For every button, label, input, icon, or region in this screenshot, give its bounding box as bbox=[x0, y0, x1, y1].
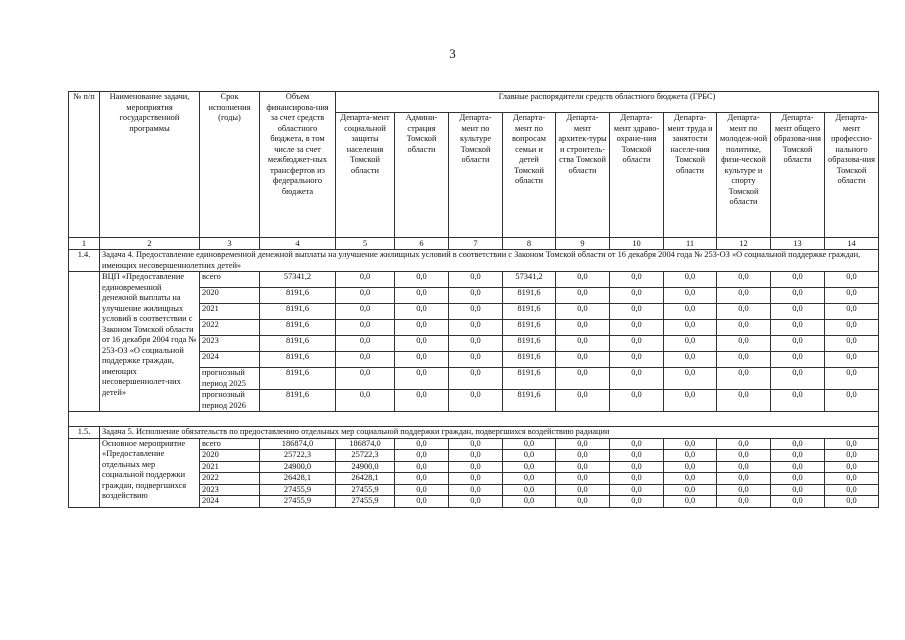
value-cell: 0,0 bbox=[771, 473, 825, 485]
value-cell: 0,0 bbox=[664, 461, 717, 473]
header-dept: Департа-мент по вопросам семьи и детей Томской области bbox=[503, 113, 556, 238]
value-cell: 0,0 bbox=[825, 496, 879, 508]
total-cell: 27455,9 bbox=[260, 496, 336, 508]
period-cell: 2020 bbox=[200, 288, 260, 304]
value-cell: 0,0 bbox=[610, 320, 664, 336]
page-number: 3 bbox=[449, 46, 456, 61]
value-cell: 0,0 bbox=[449, 320, 503, 336]
value-cell: 0,0 bbox=[717, 336, 771, 352]
total-cell: 8191,6 bbox=[260, 352, 336, 368]
value-cell: 0,0 bbox=[556, 484, 610, 496]
value-cell: 0,0 bbox=[771, 336, 825, 352]
value-cell: 0,0 bbox=[395, 272, 449, 288]
period-cell: всего bbox=[200, 438, 260, 450]
value-cell: 0,0 bbox=[449, 496, 503, 508]
total-cell: 8191,6 bbox=[260, 390, 336, 412]
table-header bbox=[69, 92, 879, 250]
value-cell: 0,0 bbox=[449, 288, 503, 304]
value-cell: 0,0 bbox=[449, 461, 503, 473]
value-cell: 0,0 bbox=[825, 450, 879, 462]
value-cell: 0,0 bbox=[717, 304, 771, 320]
task-title: Задача 4. Предоставление единовременной денежной выплаты на улучшение жилищных условий в соответствии с Законом Томской области от 16 декабря 2004 года № 253-ОЗ «О социальной поддержке граждан, имеющих несовершеннолетних детей» bbox=[100, 250, 879, 272]
value-cell: 0,0 bbox=[610, 352, 664, 368]
value-cell: 0,0 bbox=[556, 450, 610, 462]
task-title: Задача 5. Исполнение обязательств по предоставлению отдельных мер социальной поддержки граждан, подвергшихся воздействию радиации bbox=[100, 427, 879, 439]
value-cell: 8191,6 bbox=[503, 304, 556, 320]
total-cell: 26428,1 bbox=[260, 473, 336, 485]
header-dept: Департа-мент труда и занятости населе-ния Томской области bbox=[664, 113, 717, 238]
task-row bbox=[69, 250, 879, 272]
column-number: 7 bbox=[449, 238, 503, 250]
period-cell: 2023 bbox=[200, 484, 260, 496]
value-cell: 0,0 bbox=[395, 496, 449, 508]
value-cell: 0,0 bbox=[717, 496, 771, 508]
header-dept: Департа-мент профессио-нального образова-ния Томской области bbox=[825, 113, 879, 238]
value-cell: 0,0 bbox=[395, 484, 449, 496]
period-cell: 2024 bbox=[200, 496, 260, 508]
period-cell: 2022 bbox=[200, 473, 260, 485]
value-cell: 0,0 bbox=[825, 304, 879, 320]
value-cell: 0,0 bbox=[449, 272, 503, 288]
value-cell: 0,0 bbox=[664, 484, 717, 496]
total-cell: 8191,6 bbox=[260, 336, 336, 352]
column-number: 6 bbox=[395, 238, 449, 250]
period-cell: 2021 bbox=[200, 461, 260, 473]
column-number: 2 bbox=[100, 238, 200, 250]
value-cell: 0,0 bbox=[449, 368, 503, 390]
task-number: 1.5. bbox=[69, 427, 100, 439]
column-number: 8 bbox=[503, 238, 556, 250]
value-cell: 0,0 bbox=[449, 484, 503, 496]
value-cell: 0,0 bbox=[503, 496, 556, 508]
column-number: 5 bbox=[336, 238, 395, 250]
value-cell: 0,0 bbox=[664, 272, 717, 288]
column-number: 1 bbox=[69, 238, 100, 250]
value-cell: 0,0 bbox=[610, 304, 664, 320]
value-cell: 0,0 bbox=[449, 352, 503, 368]
header-dept: Департа-мент по молодеж-ной политике, физи-ческой культуре и спорту Томской области bbox=[717, 113, 771, 238]
value-cell: 0,0 bbox=[771, 368, 825, 390]
total-cell: 25722,3 bbox=[260, 450, 336, 462]
value-cell: 0,0 bbox=[717, 450, 771, 462]
value-cell: 0,0 bbox=[503, 438, 556, 450]
value-cell: 0,0 bbox=[449, 473, 503, 485]
value-cell: 0,0 bbox=[395, 390, 449, 412]
header-dept: Департа-мент здраво-охране-ния Томской области bbox=[610, 113, 664, 238]
header-no: № п/п bbox=[69, 92, 100, 238]
header-dept: Департа-мент архитек-туры и строитель-ства Томской области bbox=[556, 113, 610, 238]
total-cell: 27455,9 bbox=[260, 484, 336, 496]
value-cell: 8191,6 bbox=[503, 368, 556, 390]
value-cell: 0,0 bbox=[717, 390, 771, 412]
value-cell: 25722,3 bbox=[336, 450, 395, 462]
value-cell: 0,0 bbox=[771, 390, 825, 412]
value-cell: 0,0 bbox=[556, 304, 610, 320]
total-cell: 8191,6 bbox=[260, 368, 336, 390]
task-number: 1.4. bbox=[69, 250, 100, 272]
period-cell: 2023 bbox=[200, 336, 260, 352]
value-cell: 0,0 bbox=[664, 352, 717, 368]
value-cell: 0,0 bbox=[395, 352, 449, 368]
value-cell: 0,0 bbox=[771, 450, 825, 462]
column-number: 11 bbox=[664, 238, 717, 250]
value-cell: 0,0 bbox=[664, 288, 717, 304]
value-cell: 0,0 bbox=[395, 473, 449, 485]
total-cell: 8191,6 bbox=[260, 320, 336, 336]
value-cell: 0,0 bbox=[556, 352, 610, 368]
table-row bbox=[69, 438, 879, 450]
period-cell: 2021 bbox=[200, 304, 260, 320]
value-cell: 0,0 bbox=[771, 496, 825, 508]
column-number: 14 bbox=[825, 238, 879, 250]
value-cell: 0,0 bbox=[556, 461, 610, 473]
header-period: Срок исполнения (годы) bbox=[200, 92, 260, 238]
value-cell: 0,0 bbox=[449, 390, 503, 412]
value-cell: 8191,6 bbox=[503, 320, 556, 336]
value-cell: 0,0 bbox=[503, 473, 556, 485]
table-row bbox=[69, 272, 879, 288]
value-cell: 0,0 bbox=[771, 484, 825, 496]
value-cell: 0,0 bbox=[336, 352, 395, 368]
header-grbs: Главные распорядители средств областного бюджета (ГРБС) bbox=[336, 92, 879, 113]
value-cell: 0,0 bbox=[395, 320, 449, 336]
value-cell: 0,0 bbox=[395, 438, 449, 450]
value-cell: 0,0 bbox=[717, 272, 771, 288]
value-cell: 0,0 bbox=[503, 450, 556, 462]
period-cell: всего bbox=[200, 272, 260, 288]
total-cell: 24900,0 bbox=[260, 461, 336, 473]
value-cell: 0,0 bbox=[717, 352, 771, 368]
value-cell: 8191,6 bbox=[503, 288, 556, 304]
value-cell: 0,0 bbox=[610, 461, 664, 473]
value-cell: 0,0 bbox=[556, 320, 610, 336]
value-cell: 0,0 bbox=[825, 484, 879, 496]
value-cell: 0,0 bbox=[771, 320, 825, 336]
total-cell: 8191,6 bbox=[260, 288, 336, 304]
value-cell: 0,0 bbox=[503, 484, 556, 496]
header-total: Объем финансирова-ния за счет средств областного бюджета, в том числе за счет межбюджет-ных трансфертов из федерального бюджета bbox=[260, 92, 336, 238]
total-cell: 8191,6 bbox=[260, 304, 336, 320]
column-number: 12 bbox=[717, 238, 771, 250]
period-cell: прогнозный период 2025 bbox=[200, 368, 260, 390]
value-cell: 27455,9 bbox=[336, 484, 395, 496]
value-cell: 0,0 bbox=[664, 450, 717, 462]
value-cell: 0,0 bbox=[717, 473, 771, 485]
value-cell: 26428,1 bbox=[336, 473, 395, 485]
value-cell: 0,0 bbox=[771, 352, 825, 368]
value-cell: 0,0 bbox=[825, 368, 879, 390]
value-cell: 0,0 bbox=[556, 288, 610, 304]
value-cell: 0,0 bbox=[336, 304, 395, 320]
value-cell: 0,0 bbox=[556, 496, 610, 508]
row-number-cell bbox=[69, 272, 100, 412]
program-name: Основное мероприятие «Предоставление отдельных мер социальной поддержки граждан, подвергшихся воздействию bbox=[100, 438, 200, 507]
value-cell: 0,0 bbox=[395, 450, 449, 462]
value-cell: 0,0 bbox=[395, 368, 449, 390]
program-name: ВЦП «Предоставление единовременной денежной выплаты на улучшение жилищных условий в соответствии с Законом Томской области от 16 декабря 2004 года № 253-ОЗ «О социальной поддержке граждан, имеющих несовершеннолет-них детей» bbox=[100, 272, 200, 412]
period-cell: прогнозный период 2026 bbox=[200, 390, 260, 412]
value-cell: 0,0 bbox=[717, 484, 771, 496]
value-cell: 0,0 bbox=[336, 272, 395, 288]
value-cell: 0,0 bbox=[395, 288, 449, 304]
spacer-cell bbox=[69, 412, 879, 427]
value-cell: 0,0 bbox=[825, 473, 879, 485]
value-cell: 0,0 bbox=[336, 288, 395, 304]
value-cell: 24900,0 bbox=[336, 461, 395, 473]
column-number: 10 bbox=[610, 238, 664, 250]
budget-table bbox=[68, 91, 879, 508]
value-cell: 0,0 bbox=[664, 496, 717, 508]
value-cell: 0,0 bbox=[395, 336, 449, 352]
period-cell: 2024 bbox=[200, 352, 260, 368]
value-cell: 0,0 bbox=[610, 272, 664, 288]
value-cell: 27455,9 bbox=[336, 496, 395, 508]
value-cell: 0,0 bbox=[336, 368, 395, 390]
value-cell: 8191,6 bbox=[503, 336, 556, 352]
period-cell: 2022 bbox=[200, 320, 260, 336]
value-cell: 0,0 bbox=[717, 288, 771, 304]
value-cell: 0,0 bbox=[610, 288, 664, 304]
total-cell: 57341,2 bbox=[260, 272, 336, 288]
value-cell: 0,0 bbox=[717, 438, 771, 450]
value-cell: 0,0 bbox=[825, 438, 879, 450]
value-cell: 8191,6 bbox=[503, 390, 556, 412]
value-cell: 0,0 bbox=[717, 461, 771, 473]
value-cell: 0,0 bbox=[771, 461, 825, 473]
value-cell: 0,0 bbox=[449, 450, 503, 462]
value-cell: 0,0 bbox=[664, 438, 717, 450]
column-number: 9 bbox=[556, 238, 610, 250]
value-cell: 0,0 bbox=[825, 336, 879, 352]
value-cell: 0,0 bbox=[336, 336, 395, 352]
header-name: Наименование задачи, мероприятия государственной программы bbox=[100, 92, 200, 238]
header-dept: Департа-мент общего образова-ния Томской области bbox=[771, 113, 825, 238]
value-cell: 0,0 bbox=[825, 461, 879, 473]
value-cell: 0,0 bbox=[556, 390, 610, 412]
period-cell: 2020 bbox=[200, 450, 260, 462]
value-cell: 0,0 bbox=[610, 473, 664, 485]
table-body bbox=[69, 250, 879, 508]
value-cell: 0,0 bbox=[556, 272, 610, 288]
value-cell: 0,0 bbox=[610, 496, 664, 508]
value-cell: 0,0 bbox=[610, 336, 664, 352]
value-cell: 0,0 bbox=[556, 438, 610, 450]
column-numbers-row bbox=[69, 238, 879, 250]
spacer-row bbox=[69, 412, 879, 427]
value-cell: 0,0 bbox=[825, 288, 879, 304]
row-number-cell bbox=[69, 438, 100, 507]
header-dept: Админи-страция Томской области bbox=[395, 113, 449, 238]
value-cell: 0,0 bbox=[717, 368, 771, 390]
value-cell: 0,0 bbox=[556, 473, 610, 485]
task-row bbox=[69, 427, 879, 439]
value-cell: 0,0 bbox=[664, 368, 717, 390]
value-cell: 0,0 bbox=[825, 320, 879, 336]
column-number: 13 bbox=[771, 238, 825, 250]
value-cell: 0,0 bbox=[771, 438, 825, 450]
value-cell: 0,0 bbox=[717, 320, 771, 336]
value-cell: 0,0 bbox=[825, 352, 879, 368]
value-cell: 0,0 bbox=[664, 304, 717, 320]
value-cell: 0,0 bbox=[336, 320, 395, 336]
column-number: 3 bbox=[200, 238, 260, 250]
value-cell: 0,0 bbox=[771, 272, 825, 288]
value-cell: 0,0 bbox=[664, 320, 717, 336]
value-cell: 0,0 bbox=[664, 390, 717, 412]
value-cell: 0,0 bbox=[336, 390, 395, 412]
value-cell: 0,0 bbox=[664, 336, 717, 352]
value-cell: 0,0 bbox=[556, 336, 610, 352]
value-cell: 0,0 bbox=[825, 390, 879, 412]
value-cell: 0,0 bbox=[610, 368, 664, 390]
value-cell: 0,0 bbox=[610, 450, 664, 462]
header-dept: Департа-мент социальной защиты населения Томской области bbox=[336, 113, 395, 238]
value-cell: 8191,6 bbox=[503, 352, 556, 368]
value-cell: 0,0 bbox=[610, 484, 664, 496]
value-cell: 0,0 bbox=[771, 288, 825, 304]
value-cell: 0,0 bbox=[664, 473, 717, 485]
value-cell: 0,0 bbox=[395, 461, 449, 473]
value-cell: 0,0 bbox=[825, 272, 879, 288]
total-cell: 186874,0 bbox=[260, 438, 336, 450]
value-cell: 0,0 bbox=[610, 438, 664, 450]
value-cell: 0,0 bbox=[449, 438, 503, 450]
value-cell: 0,0 bbox=[556, 368, 610, 390]
column-number: 4 bbox=[260, 238, 336, 250]
value-cell: 0,0 bbox=[395, 304, 449, 320]
value-cell: 0,0 bbox=[771, 304, 825, 320]
value-cell: 0,0 bbox=[503, 461, 556, 473]
value-cell: 0,0 bbox=[449, 304, 503, 320]
value-cell: 57341,2 bbox=[503, 272, 556, 288]
value-cell: 0,0 bbox=[449, 336, 503, 352]
header-dept: Департа-мент по культуре Томской области bbox=[449, 113, 503, 238]
value-cell: 0,0 bbox=[610, 390, 664, 412]
value-cell: 186874,0 bbox=[336, 438, 395, 450]
